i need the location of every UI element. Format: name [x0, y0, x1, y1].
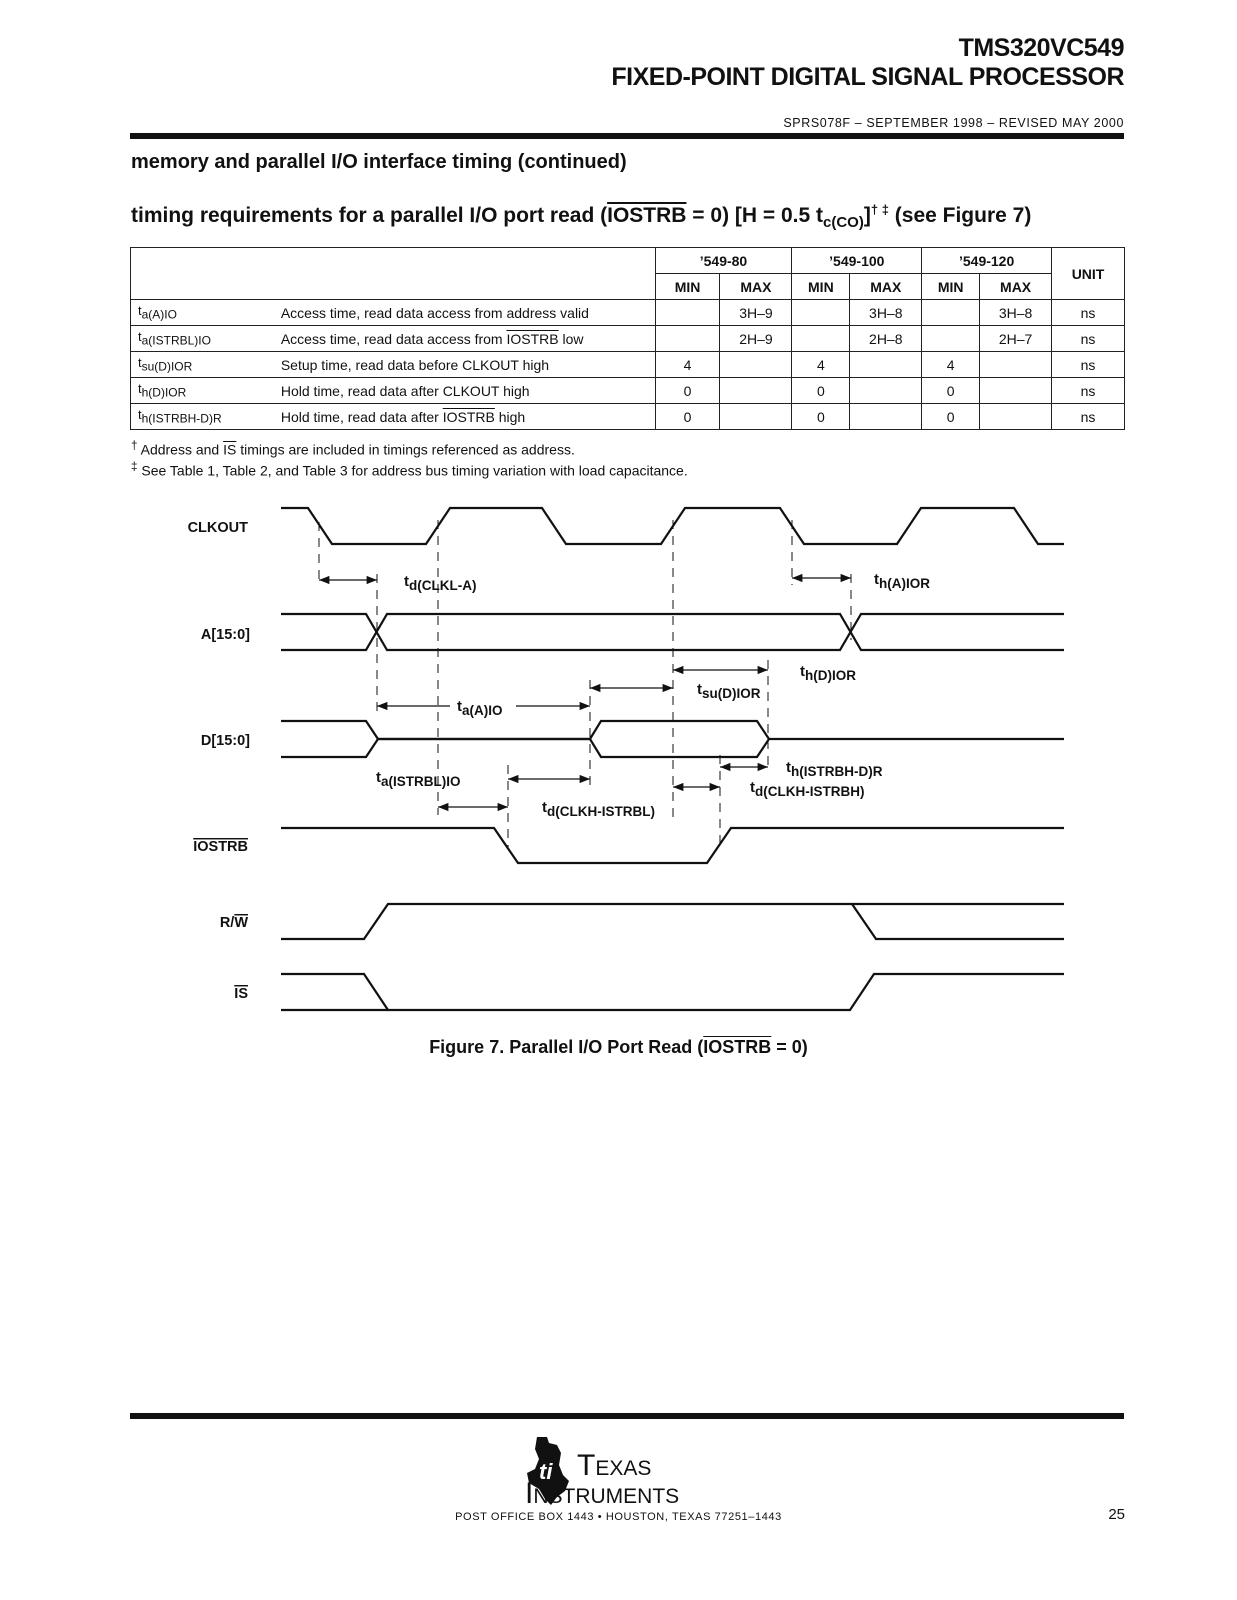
value-cell: 3H–8	[850, 300, 922, 326]
logo-text-instruments: Instruments	[525, 1477, 680, 1507]
label-td-clkh-istrbl: td(CLKH-ISTRBL)	[542, 799, 655, 819]
unit-cell: ns	[1052, 404, 1125, 430]
column-group-549-80: ’549-80	[655, 248, 792, 274]
column-group-549-100: ’549-100	[792, 248, 922, 274]
parameter-symbol: $t_{a(ISTRBL)IO}$	[131, 326, 279, 352]
parameter-description: Access time, read data access from IOSTRB low	[279, 326, 655, 352]
value-cell: 2H–8	[850, 326, 922, 352]
texas-instruments-logo	[525, 1435, 730, 1507]
parameter-symbol: $t_{h(ISTRBH-D)R}$	[131, 404, 279, 430]
max-header: MAX	[850, 274, 922, 300]
min-header: MIN	[792, 274, 850, 300]
value-cell: 0	[792, 404, 850, 430]
table-heading: timing requirements for a parallel I/O port read (IOSTRB = 0) [H = 0.5 $t_{c(CO)}]^{\dagger \ddagger}$ (see Figure 7)	[131, 202, 1032, 232]
footer-rule	[130, 1413, 1124, 1419]
section-heading: memory and parallel I/O interface timing (continued)	[131, 151, 627, 173]
iostrb-waveform	[281, 828, 1064, 863]
logo-text-texas: Texas	[577, 1449, 652, 1482]
doc-reference: SPRS078F – SEPTEMBER 1998 – REVISED MAY 2000	[783, 116, 1124, 130]
signal-label-address: A[15:0]	[200, 627, 250, 643]
value-cell: 0	[655, 378, 720, 404]
unit-cell: ns	[1052, 300, 1125, 326]
parameter-symbol: $t_{h(D)IOR}$	[131, 378, 279, 404]
value-cell: 3H–8	[980, 300, 1052, 326]
signal-label-iostrb: IOSTRB	[193, 839, 248, 855]
value-cell: 0	[655, 404, 720, 430]
parameter-description: Setup time, read data before CLKOUT high	[279, 352, 655, 378]
column-group-549-120: ’549-120	[922, 248, 1052, 274]
max-header: MAX	[720, 274, 792, 300]
part-description: FIXED-POINT DIGITAL SIGNAL PROCESSOR	[611, 63, 1124, 91]
svg-text:ti: ti	[539, 1459, 553, 1484]
is-waveform	[281, 974, 1064, 1010]
label-th-d-ior: th(D)IOR	[800, 663, 856, 683]
page-number: 25	[1108, 1506, 1125, 1523]
label-ta-istrbl-io: ta(ISTRBL)IO	[376, 769, 461, 789]
figure-caption: Figure 7. Parallel I/O Port Read (IOSTRB = 0)	[429, 1037, 808, 1057]
parameter-description: Access time, read data access from address valid	[279, 300, 655, 326]
value-cell: 4	[792, 352, 850, 378]
value-cell: 3H–9	[720, 300, 792, 326]
unit-cell: ns	[1052, 378, 1125, 404]
parameter-description: Hold time, read data after IOSTRB high	[279, 404, 655, 430]
value-cell: 4	[655, 352, 720, 378]
rw-waveform	[281, 904, 1064, 939]
min-header: MIN	[922, 274, 980, 300]
footnote-dagger: † Address and $\overline{IS}$ timings are included in timings referenced as address.	[131, 439, 575, 458]
signal-label-rw: R/W	[219, 915, 248, 931]
label-td-clkh-istrbh: td(CLKH-ISTRBH)	[750, 779, 865, 799]
label-td-clkl-a: td(CLKL-A)	[404, 573, 477, 593]
signal-label-clkout: CLKOUT	[187, 520, 248, 536]
label-ta-a-io: ta(A)IO	[457, 698, 503, 718]
part-number: TMS320VC549	[958, 34, 1124, 62]
max-header: MAX	[980, 274, 1052, 300]
label-th-istrbh-d-r: th(ISTRBH-D)R	[786, 759, 883, 779]
value-cell: 4	[922, 352, 980, 378]
value-cell: 0	[922, 404, 980, 430]
label-th-a-ior: th(A)IOR	[874, 571, 930, 591]
label-tsu-d-ior: tsu(D)IOR	[697, 681, 761, 701]
value-cell: 2H–9	[720, 326, 792, 352]
value-cell: 0	[792, 378, 850, 404]
min-header: MIN	[655, 274, 720, 300]
value-cell: 0	[922, 378, 980, 404]
unit-cell: ns	[1052, 352, 1125, 378]
signal-label-is: IS	[234, 986, 248, 1002]
parameter-description: Hold time, read data after CLKOUT high	[279, 378, 655, 404]
parameter-symbol: $t_{a(A)IO}$	[131, 300, 279, 326]
footer-address: POST OFFICE BOX 1443 • HOUSTON, TEXAS 77251–1443	[455, 1511, 782, 1523]
unit-header: UNIT	[1052, 248, 1125, 300]
rw-waveform-low	[852, 904, 1064, 939]
unit-cell: ns	[1052, 326, 1125, 352]
value-cell: 2H–7	[980, 326, 1052, 352]
parameter-symbol: $t_{su(D)IOR}$	[131, 352, 279, 378]
footnote-double-dagger: ‡ See Table 1, Table 2, and Table 3 for address bus timing variation with load capacitance.	[131, 460, 688, 479]
signal-label-data: D[15:0]	[200, 733, 250, 749]
